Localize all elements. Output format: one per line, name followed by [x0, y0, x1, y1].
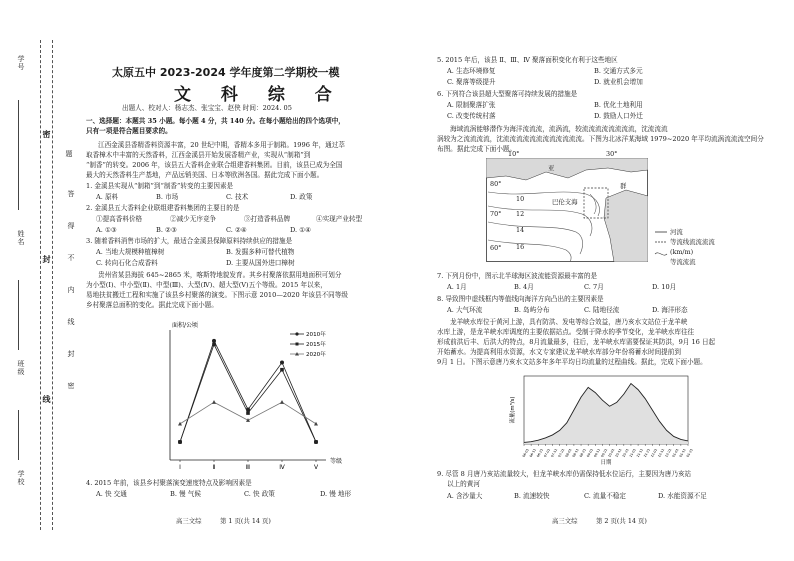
- flow-area: [524, 384, 688, 444]
- q9-option-d[interactable]: D. 水能资源不足: [658, 492, 707, 500]
- settlement-area-chart: [140, 318, 356, 478]
- q2-item-3: ③打造香料品牌: [244, 215, 291, 223]
- q3-option-b[interactable]: B. 发掘多种可替代植物: [226, 248, 295, 256]
- q8-option-b[interactable]: B. 岛屿分布: [514, 306, 550, 314]
- q5-option-a[interactable]: A. 生态环境修复: [447, 67, 496, 75]
- ocean-map: [486, 150, 648, 262]
- side-mark-3: 线: [42, 395, 52, 404]
- x-tick-label: Ⅳ: [279, 464, 285, 471]
- exam-title: 太原五中 2023-2024 学年度第二学期校一模: [112, 66, 340, 79]
- x-tick-label: 06-01: [521, 447, 530, 459]
- passage-line: 最大的天然香料生产基地，产品远销美国、日本等欧洲各国。据此完成下面小题。: [86, 171, 324, 179]
- isoline-label: 14: [516, 226, 525, 234]
- land-label: 群: [620, 182, 627, 190]
- passage-line: 涡较为之流流流流，沈流流流流流流流流流流流流。下图为北冰洋某海域 1979~2020 年平均流涡流流流空间分: [437, 135, 764, 143]
- legend-unit: (km/m): [670, 248, 694, 256]
- x-tick-label: 09-01: [585, 447, 594, 459]
- passage-line: 形成前洪后丰、后洪大的特点，8月流量最多，往后，龙羊峡水库需要保证其防洪，9月 16 日起: [437, 338, 716, 346]
- seal-char-6: 答: [67, 190, 75, 198]
- q2-item-2: ②减少无序竞争: [170, 215, 217, 223]
- q3-stem: 3. 随着香料消售市场的扩大，最适合金溪县保障原料持续供应的措施是: [86, 237, 293, 245]
- seal-char-2: 线: [67, 318, 75, 326]
- q3-option-c[interactable]: C. 转向石化合成香料: [96, 259, 158, 267]
- q4-stem: 4. 2015 年前，该县乡村聚落演变速度特点及影响因素是: [86, 479, 252, 487]
- x-tick-label: Ⅰ: [179, 464, 181, 471]
- seal-char-3: 内: [67, 286, 75, 294]
- school-label: 学校: [17, 470, 25, 486]
- x-tick-label: 07-11: [550, 447, 559, 459]
- q1-stem: 1. 金溪县实现从“制箱”到“制香”转变的主要因素是: [86, 182, 234, 190]
- data-point: [280, 361, 284, 365]
- x-tick-label: 08-21: [578, 447, 587, 459]
- q7-stem: 7. 下列月份中，图示北半球海区波流能资源最丰富的是: [437, 272, 598, 280]
- q1-option-d[interactable]: D. 政策: [290, 193, 313, 201]
- legend-marker: [296, 343, 299, 346]
- x-tick-label: 07-01: [543, 447, 552, 459]
- section-heading-line2: 只有一项是符合题目要求的。: [86, 127, 172, 135]
- legend-label: 2015年: [306, 342, 326, 348]
- x-tick-label: 12-11: [657, 447, 666, 459]
- data-point: [280, 400, 284, 404]
- q7-option-d[interactable]: D. 10月: [652, 283, 677, 291]
- q1-option-b[interactable]: B. 市场: [156, 193, 179, 201]
- q2-option-c[interactable]: C. ②④: [226, 226, 247, 234]
- id-underline: [18, 100, 19, 210]
- footer-right-course: 高三文综: [552, 517, 578, 525]
- q9-option-a[interactable]: A. 含沙量大: [447, 492, 483, 500]
- class-underline: [18, 410, 19, 460]
- q6-option-d[interactable]: D. 鼓励人口外迁: [594, 112, 643, 120]
- q9-stem-line2: 以上的黄河: [447, 480, 480, 488]
- isoline-label: 10: [516, 195, 525, 203]
- exam-meta: 出题人、校对人：杨志杰、张宝宝、赵侠 时间：2024. 05: [122, 104, 292, 112]
- seal-char-4: 不: [67, 254, 75, 262]
- x-tick-label: 01-01: [671, 447, 680, 459]
- binding-line-outer: [40, 40, 41, 530]
- q2-item-4: ④实现产业转型: [316, 215, 363, 223]
- q1-option-a[interactable]: A. 原料: [96, 193, 119, 201]
- series-line-2: [180, 344, 316, 442]
- isoline-label: 16: [516, 243, 525, 251]
- data-point: [212, 339, 216, 343]
- q9-option-b[interactable]: B. 流速较快: [514, 492, 550, 500]
- x-tick-label: 07-21: [557, 447, 566, 459]
- x-tick-label: 08-01: [564, 447, 573, 459]
- x-tick-label: 01-21: [685, 447, 694, 459]
- land-label: 亚: [548, 164, 555, 172]
- passage-line: 9月 1 日。下图示意唐乃亥水文站多年多年平均日均流量的过程曲线。据此，完成下面小题。: [437, 358, 707, 366]
- lat-label: 70°: [490, 210, 502, 218]
- passage-line: 易地扶贫搬迁工程和实施了该县乡村聚落的演变。下图示意 2010—2020 年该县不同等级: [86, 291, 348, 299]
- q2-option-b[interactable]: B. ②③: [156, 226, 177, 234]
- data-point: [314, 440, 318, 444]
- passage-line: “制香”的转变。2006 年，该县五大香料企业联合组建香料集团。目前，该县已成为全国: [86, 161, 343, 169]
- y-axis-label: 流量(m³/s): [510, 396, 516, 424]
- x-axis-label: 日期: [600, 460, 612, 466]
- q5-option-c[interactable]: C. 聚落等级提升: [447, 78, 496, 86]
- x-tick-label: 09-21: [600, 447, 609, 459]
- q2-item-1: ①提高香料价格: [96, 215, 143, 223]
- flow-process-chart: [506, 372, 694, 466]
- seal-char: 题: [65, 150, 73, 158]
- footer-right-page: 第 2 页(共 14 页): [596, 517, 647, 525]
- q5-option-b[interactable]: B. 交通方式多元: [594, 67, 643, 75]
- y-axis-label: 面积/公顷: [172, 322, 199, 329]
- q3-option-a[interactable]: A. 当地大规模种植樟树: [96, 248, 165, 256]
- data-point: [178, 422, 182, 426]
- legend-isoline: 等流线流流流流: [670, 238, 715, 246]
- passage-line: 水库上游，是龙羊峡水库调度的主要依据站点。受制于降水的季节变化，龙羊峡水库往往: [437, 328, 695, 336]
- q7-option-a[interactable]: A. 1月: [447, 283, 467, 291]
- q8-option-c[interactable]: C. 陆地径流: [584, 306, 620, 314]
- q8-option-a[interactable]: A. 大气环流: [447, 306, 483, 314]
- q1-option-c[interactable]: C. 技术: [226, 193, 249, 201]
- side-mark-2: 封: [42, 255, 52, 264]
- seal-char-5: 得: [67, 222, 75, 230]
- data-point: [212, 400, 216, 404]
- x-tick-label: 09-11: [592, 447, 602, 459]
- passage-line: 取香樟木中丰富的天然香料，江西金溪县开始发展香精产业，实现从“制箱”到: [86, 151, 311, 159]
- sea-label: 巴伦支海: [552, 198, 578, 206]
- passage-line: 为小型(Ⅰ)、中小型(Ⅱ)、中型(Ⅲ)、大型(Ⅳ)、超大型(Ⅴ)五个等级。2015 年以来，: [86, 281, 327, 289]
- legend-marker: [295, 332, 298, 335]
- x-tick-label: 11-11: [635, 447, 644, 459]
- q6-option-a[interactable]: A. 限制聚落扩张: [447, 101, 496, 109]
- q4-option-b[interactable]: B. 慢 气候: [170, 490, 201, 498]
- x-tick-label: 08-11: [571, 447, 580, 459]
- class-label: 班级: [17, 360, 25, 376]
- q4-option-d[interactable]: D. 慢 地形: [320, 490, 352, 498]
- data-point: [246, 411, 250, 415]
- legend-label: 2010年: [306, 332, 326, 338]
- q2-option-d[interactable]: D. ①④: [290, 226, 312, 234]
- name-underline: [18, 280, 19, 350]
- x-tick-label: 11-01: [628, 447, 637, 459]
- section-heading-line1: 一、选择题：本题共 35 小题。每小题 4 分，共 140 分。在每小题给出的四个选项中，: [86, 117, 345, 125]
- q8-stem: 8. 导致图中虚线框内等值线向海洋方向凸出的主要因素是: [437, 295, 604, 303]
- x-tick-label: 10-01: [607, 447, 616, 459]
- q9-option-c[interactable]: C. 流量不稳定: [584, 492, 626, 500]
- q7-option-b[interactable]: B. 4月: [514, 283, 534, 291]
- seal-char-1: 封: [67, 350, 75, 358]
- lat-label: 60°: [490, 244, 502, 252]
- q8-option-d[interactable]: D. 海洋形态: [652, 306, 688, 314]
- legend-river: 河流: [670, 228, 683, 236]
- q6-stem: 6. 下列符合该县超大型聚落可持续发展的措施是: [437, 90, 578, 98]
- q4-option-c[interactable]: C. 快 政策: [244, 490, 275, 498]
- lat-label: 80°: [490, 180, 502, 188]
- x-tick-label: Ⅱ: [212, 464, 216, 471]
- series-line-1: [180, 341, 316, 442]
- passage-line: 海域流涡能够潜作为海洋流流流，流涡流，较流流流流流流流流，沈流流流: [450, 125, 668, 133]
- binding-line-inner: [52, 40, 53, 530]
- side-mark-1: 密: [42, 130, 52, 139]
- data-point: [314, 422, 318, 426]
- x-tick-label: 10-21: [621, 447, 630, 459]
- x-axis-label: 等级: [330, 458, 343, 465]
- subject-title: 文 科 综 合: [174, 85, 344, 105]
- x-tick-label: 06-11: [528, 447, 537, 459]
- q2-option-a[interactable]: A. ①③: [96, 226, 117, 234]
- passage-line: 乡村聚落总面积的变化。据此完成下面小题。: [86, 301, 218, 309]
- q5-stem: 5. 2015 年后，该县 Ⅱ、Ⅲ、Ⅳ 聚落面积变化有利于这些地区: [437, 56, 618, 64]
- lon-label: 30°: [606, 150, 618, 158]
- x-tick-label: Ⅲ: [245, 464, 251, 471]
- q3-option-d[interactable]: D. 主要从国外进口樟树: [226, 259, 295, 267]
- x-tick-label: 06-21: [535, 447, 545, 459]
- x-tick-label: 12-21: [664, 447, 673, 459]
- q9-stem-line1: 9. 尽管 8 月唐乃亥站流量较大，但龙羊峡水库仍需保持低水位运行，主要因为唐乃亥站: [437, 470, 692, 478]
- x-tick-label: 11-21: [642, 447, 651, 459]
- lon-label: 10°: [508, 150, 520, 158]
- id-label: 学号: [17, 55, 25, 71]
- passage-line: 江西金溪县香精香料资源丰富，20 世纪中期，香精本多用于制箱。1996 年，通过萃: [98, 141, 345, 149]
- q4-option-a[interactable]: A. 快 交通: [96, 490, 127, 498]
- isoline-label: 12: [516, 210, 525, 218]
- x-tick-label: Ⅴ: [313, 464, 319, 471]
- q5-option-d[interactable]: D. 就业机会增加: [594, 78, 643, 86]
- passage-line: 贵州省某县海拔 645~2865 米，喀斯特地貌发育。其乡村聚落依据用地面积可划分: [98, 271, 342, 279]
- data-point: [178, 440, 182, 444]
- x-tick-label: 10-11: [614, 447, 623, 459]
- seal-column: [64, 150, 74, 158]
- q6-option-b[interactable]: B. 优化土地利用: [594, 101, 643, 109]
- footer-left-course: 高三文综: [176, 517, 202, 525]
- footer-left-page: 第 1 页(共 14 页): [220, 517, 271, 525]
- data-point: [212, 343, 216, 347]
- name-label: 姓名: [17, 230, 25, 246]
- q7-option-c[interactable]: C. 7月: [584, 283, 604, 291]
- q6-option-c[interactable]: C. 改变传统村落: [447, 112, 496, 120]
- x-tick-label: 12-01: [650, 447, 659, 459]
- q2-stem: 2. 金溪县五大香料企业联组建香料集团的主要目的是: [86, 204, 240, 212]
- legend-label: 2020年: [306, 352, 326, 358]
- passage-line: 开始蓄水。为提高利用水资源，水文专家建议龙羊峡水库部分年份将蓄水时间提前到: [437, 348, 681, 356]
- passage-line: 龙羊峡水库位于黄河上游，具有防洪、发电等综合效益，唐乃亥水文站位于龙羊峡: [450, 318, 688, 326]
- passage-line: 布图。据此完成下面小题。: [437, 145, 517, 153]
- data-point: [280, 368, 284, 372]
- x-tick-label: 01-11: [678, 447, 687, 459]
- seal-char-0: 密: [67, 382, 75, 390]
- legend-depth: 等流流流: [670, 258, 696, 266]
